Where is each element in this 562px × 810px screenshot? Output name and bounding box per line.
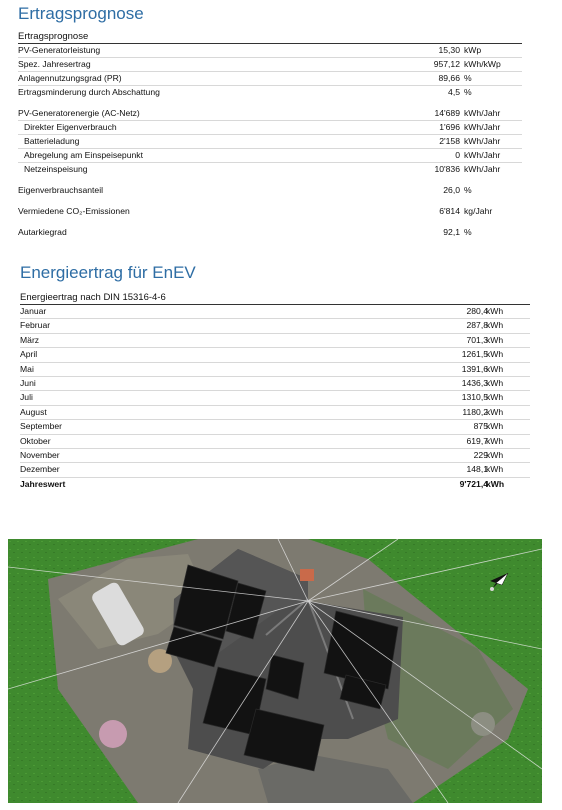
flowering-shrub — [99, 720, 127, 748]
table-row: August 1180,2 kWh — [20, 405, 530, 419]
table-row: Netzeinspeisung 10'836 kWh/Jahr — [18, 162, 522, 176]
table-row: Batterieladung 2'158 kWh/Jahr — [18, 134, 522, 148]
table-row: Dezember 148,1 kWh — [20, 462, 530, 476]
section-title-ertragsprognose: Ertragsprognose — [18, 4, 144, 23]
yield-table-title: Ertragsprognose — [18, 30, 522, 44]
table-row: Juli 1310,5 kWh — [20, 390, 530, 404]
roof-aerial-svg — [8, 539, 542, 803]
enev-table — [20, 291, 530, 491]
enev-table-title: Energieertrag nach DIN 15316-4-6 — [20, 291, 530, 305]
table-row: Mai 1391,6 kWh — [20, 362, 530, 376]
table-row: Oktober 619,7 kWh — [20, 434, 530, 448]
table-row: PV-Generatorleistung 15,30 kWp — [18, 45, 482, 55]
table-row: Februar 287,8 kWh — [20, 318, 530, 332]
table-row: Januar 280,4 kWh — [20, 306, 504, 316]
table-row: Direkter Eigenverbrauch 1'696 kWh/Jahr — [18, 120, 522, 134]
table-row: September 875 kWh — [20, 419, 530, 433]
table-row: Eigenverbrauchsanteil 26,0 % — [18, 185, 472, 195]
table-row: Abregelung am Einspeisepunkt 0 kWh/Jahr — [18, 148, 522, 162]
table-row: Autarkiegrad 92,1 % — [18, 227, 472, 237]
roof-aerial-image — [8, 539, 542, 803]
table-row: März 701,3 kWh — [20, 333, 530, 347]
table-row: November 229 kWh — [20, 448, 530, 462]
section-title-energieertrag: Energieertrag für EnEV — [20, 263, 196, 282]
table-row: PV-Generatorenergie (AC-Netz) 14'689 kWh/Jahr — [18, 108, 501, 118]
table-row: Ertragsminderung durch Abschattung 4,5 % — [18, 85, 522, 99]
table-row: Anlagennutzungsgrad (PR) 89,66 % — [18, 71, 522, 85]
table-row: April 1261,5 kWh — [20, 347, 530, 361]
table-row: Spez. Jahresertrag 957,12 kWh/kWp — [18, 57, 522, 71]
table-row-total: Jahreswert 9'721,4 kWh — [20, 477, 530, 491]
table-row: Vermiedene CO₂-Emissionen 6'814 kg/Jahr — [18, 206, 493, 216]
yield-table — [18, 30, 522, 239]
table-row: Juni 1436,3 kWh — [20, 376, 530, 390]
chimney — [300, 569, 314, 581]
